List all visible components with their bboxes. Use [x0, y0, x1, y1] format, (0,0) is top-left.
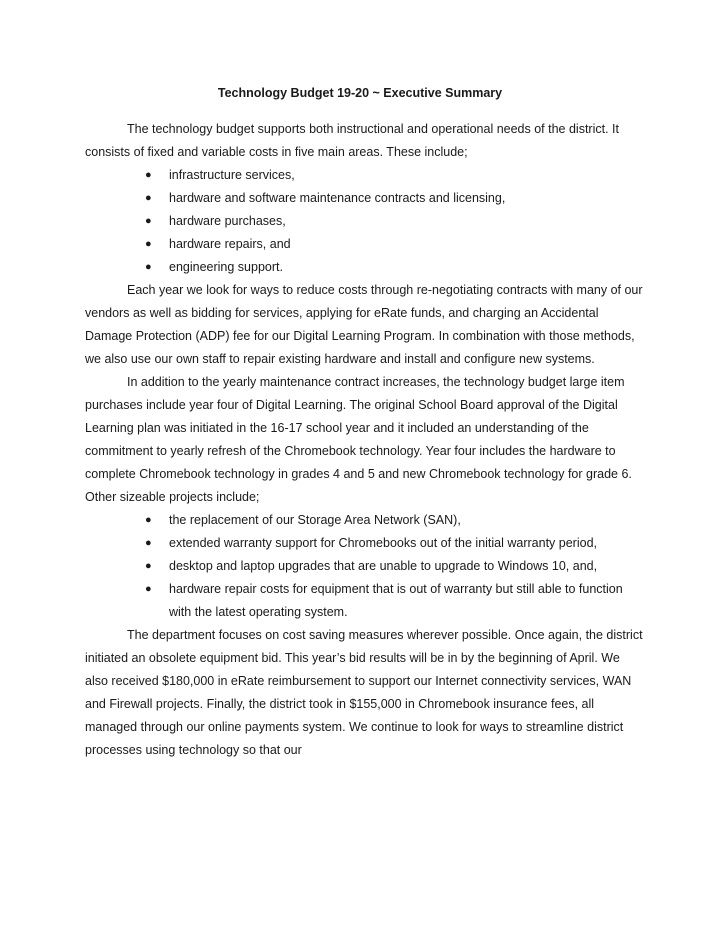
list-item	[85, 555, 645, 578]
list-item	[85, 509, 645, 532]
list-item	[85, 233, 645, 256]
list-item-text: hardware purchases,	[169, 214, 286, 228]
cost-areas-list	[85, 164, 645, 279]
list-item	[85, 578, 645, 624]
paragraph-cost-saving: The department focuses on cost saving measures wherever possible. Once again, the district initiated an obsolete equipment bid. This year’s bid results will be in by the beginning of April. We also received $180,000 in eRate reimbursement to support our Internet connectivity services, WAN and Firewall projects. Finally, the district took in $155,000 in Chromebook insurance fees, all managed through our online payments system. We continue to look for ways to streamline district processes using technology so that our	[85, 628, 643, 757]
bullet-icon: ●	[145, 261, 152, 273]
paragraph-digital-learning: In addition to the yearly maintenance contract increases, the technology budget large item purchases include year four of Digital Learning. The original School Board approval of the Digital Learning plan was initiated in the 16-17 school year and it included an understanding of the commitment to yearly refresh of the Chromebook technology. Year four includes the hardware to complete Chromebook technology in grades 4 and 5 and new Chromebook technology for grade 6. Other sizeable projects include;	[85, 375, 632, 504]
list-item	[85, 532, 645, 555]
bullet-icon: ●	[145, 169, 152, 181]
paragraph-cost-reduction: Each year we look for ways to reduce costs through re-negotiating contracts with many of our vendors as well as bidding for services, applying for eRate funds, and charging an Accidental Damage Protection (ADP) fee for our Digital Learning Program. In combination with those methods, we also use our own staff to repair existing hardware and install and configure new systems.	[85, 283, 643, 366]
list-item	[85, 187, 645, 210]
bullet-icon: ●	[145, 215, 152, 227]
list-item-text: the replacement of our Storage Area Network (SAN),	[169, 513, 461, 527]
bullet-icon: ●	[145, 514, 152, 526]
list-item	[85, 164, 645, 187]
list-item-text: desktop and laptop upgrades that are unable to upgrade to Windows 10, and,	[169, 559, 598, 573]
bullet-icon: ●	[145, 238, 152, 250]
bullet-icon: ●	[145, 583, 152, 595]
list-item-text: hardware repairs, and	[169, 237, 291, 251]
list-item-text: hardware repair costs for equipment that is out of warranty but still able to function with the latest operating system.	[169, 582, 623, 619]
document-body	[85, 118, 645, 762]
paragraph-intro: The technology budget supports both instructional and operational needs of the district. It consists of fixed and variable costs in five main areas. These include;	[85, 122, 619, 159]
list-item-text: hardware and software maintenance contracts and licensing,	[169, 191, 506, 205]
list-item-text: engineering support.	[169, 260, 283, 274]
bullet-icon: ●	[145, 192, 152, 204]
bullet-icon: ●	[145, 560, 152, 572]
bullet-icon: ●	[145, 537, 152, 549]
projects-list	[85, 509, 645, 624]
document-title: Technology Budget 19-20 ~ Executive Summary	[217, 86, 503, 100]
list-item	[85, 256, 645, 279]
list-item	[85, 210, 645, 233]
list-item-text: extended warranty support for Chromebooks out of the initial warranty period,	[169, 536, 598, 550]
list-item-text: infrastructure services,	[169, 168, 295, 182]
